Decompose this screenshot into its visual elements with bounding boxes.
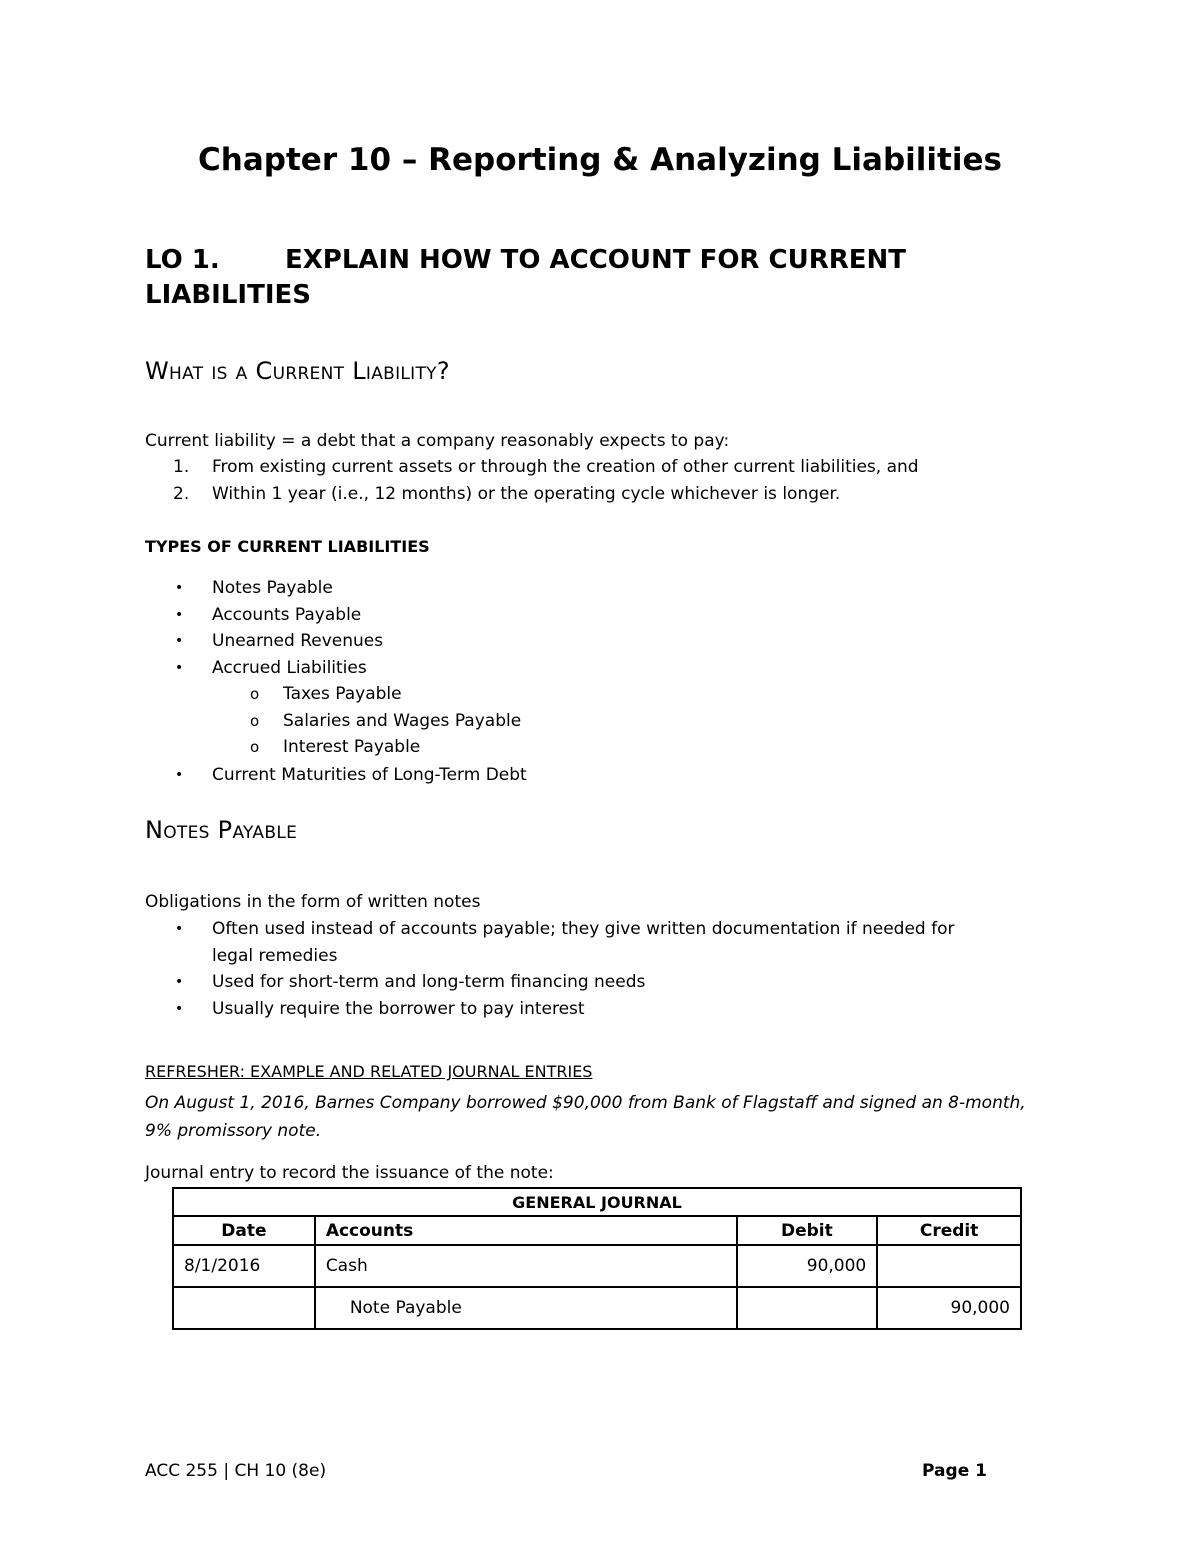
refresher-heading: REFRESHER: EXAMPLE AND RELATED JOURNAL ENTRIES — [145, 1062, 593, 1081]
types-list — [145, 575, 1045, 681]
types-item: • Unearned Revenues — [145, 628, 1045, 655]
sub-bullet-icon: o — [250, 685, 260, 703]
bullet-icon: • — [175, 606, 184, 623]
footer-course-label: ACC 255 | CH 10 (8e) — [145, 1461, 327, 1481]
criteria-item: 2. Within 1 year (i.e., 12 months) or the operating cycle whichever is longer. — [173, 483, 841, 504]
sub-bullet-icon: o — [250, 711, 260, 730]
bullet-icon: • — [175, 659, 184, 676]
types-list-end — [145, 762, 1045, 789]
bullet-icon: • — [175, 633, 184, 649]
journal-debit-cell: 90,000 — [737, 1245, 878, 1287]
general-journal-table — [172, 1187, 1022, 1330]
notes-payable-heading: Notes Payable — [145, 816, 298, 844]
types-item: • Accounts Payable — [145, 602, 1045, 629]
bullet-icon: • — [175, 1000, 184, 1017]
bullet-icon: • — [175, 767, 184, 783]
current-liability-heading: What is a Current Liability? — [145, 357, 450, 385]
journal-row — [173, 1287, 1021, 1329]
bullet-icon: • — [175, 974, 184, 990]
bullet-icon: • — [175, 580, 184, 596]
current-liability-definition: Current liability = a debt that a company reasonably expects to pay: — [145, 431, 730, 451]
journal-date-cell — [173, 1287, 315, 1329]
notes-payable-list — [145, 916, 1045, 1022]
refresher-example: On August 1, 2016, Barnes Company borrowed $90,000 from Bank of Flagstaff and signed an 8-month, 9% promissory note. — [145, 1093, 1026, 1141]
criteria-item: 1. From existing current assets or through the creation of other current liabilities, and — [173, 457, 919, 477]
lo-number: LO 1. — [145, 245, 220, 275]
column-header-date: Date — [173, 1216, 315, 1245]
types-heading: TYPES OF CURRENT LIABILITIES — [145, 537, 430, 556]
journal-debit-cell — [737, 1287, 878, 1329]
notes-payable-intro: Obligations in the form of written notes — [145, 892, 481, 912]
lo-text: EXPLAIN HOW TO ACCOUNT FOR CURRENT LIABILITIES — [145, 245, 906, 310]
types-item: • Current Maturities of Long-Term Debt — [145, 762, 1045, 789]
journal-credit-cell — [877, 1245, 1021, 1287]
footer-page-label — [922, 1460, 987, 1482]
notes-payable-item: • Used for short-term and long-term financing needs — [145, 969, 1045, 996]
column-header-accounts: Accounts — [315, 1216, 737, 1245]
sub-bullet-icon: o — [250, 738, 260, 756]
journal-account-cell: Cash — [315, 1245, 737, 1287]
journal-header-row — [173, 1216, 1021, 1245]
chapter-title: Chapter 10 – Reporting & Analyzing Liabilities — [198, 142, 1002, 178]
bullet-icon: • — [175, 921, 184, 937]
notes-payable-item: • Usually require the borrower to pay interest — [145, 996, 1045, 1023]
journal-intro: Journal entry to record the issuance of the note: — [145, 1163, 554, 1183]
journal-title: GENERAL JOURNAL — [173, 1188, 1021, 1216]
criteria-list — [145, 454, 1045, 507]
accrued-sub-item: o Taxes Payable — [145, 681, 1045, 708]
accrued-sub-item: o Salaries and Wages Payable — [145, 708, 1045, 735]
journal-account-cell: Note Payable — [315, 1287, 737, 1329]
notes-payable-item: • Often used instead of accounts payable; they give written documentation if needed for legal remedies — [145, 916, 1045, 969]
page-label: Page — [922, 1461, 970, 1481]
types-item: • Notes Payable — [145, 575, 1045, 602]
journal-title-row — [173, 1188, 1021, 1216]
page-number: 1 — [975, 1461, 987, 1481]
column-header-credit: Credit — [877, 1216, 1021, 1245]
learning-objective-heading — [145, 243, 1005, 313]
journal-date-cell: 8/1/2016 — [173, 1245, 315, 1287]
journal-row — [173, 1245, 1021, 1287]
column-header-debit: Debit — [737, 1216, 878, 1245]
accrued-sub-list — [145, 681, 1045, 761]
journal-credit-cell: 90,000 — [877, 1287, 1021, 1329]
accrued-sub-item: o Interest Payable — [145, 734, 1045, 761]
types-item: • Accrued Liabilities — [145, 655, 1045, 682]
